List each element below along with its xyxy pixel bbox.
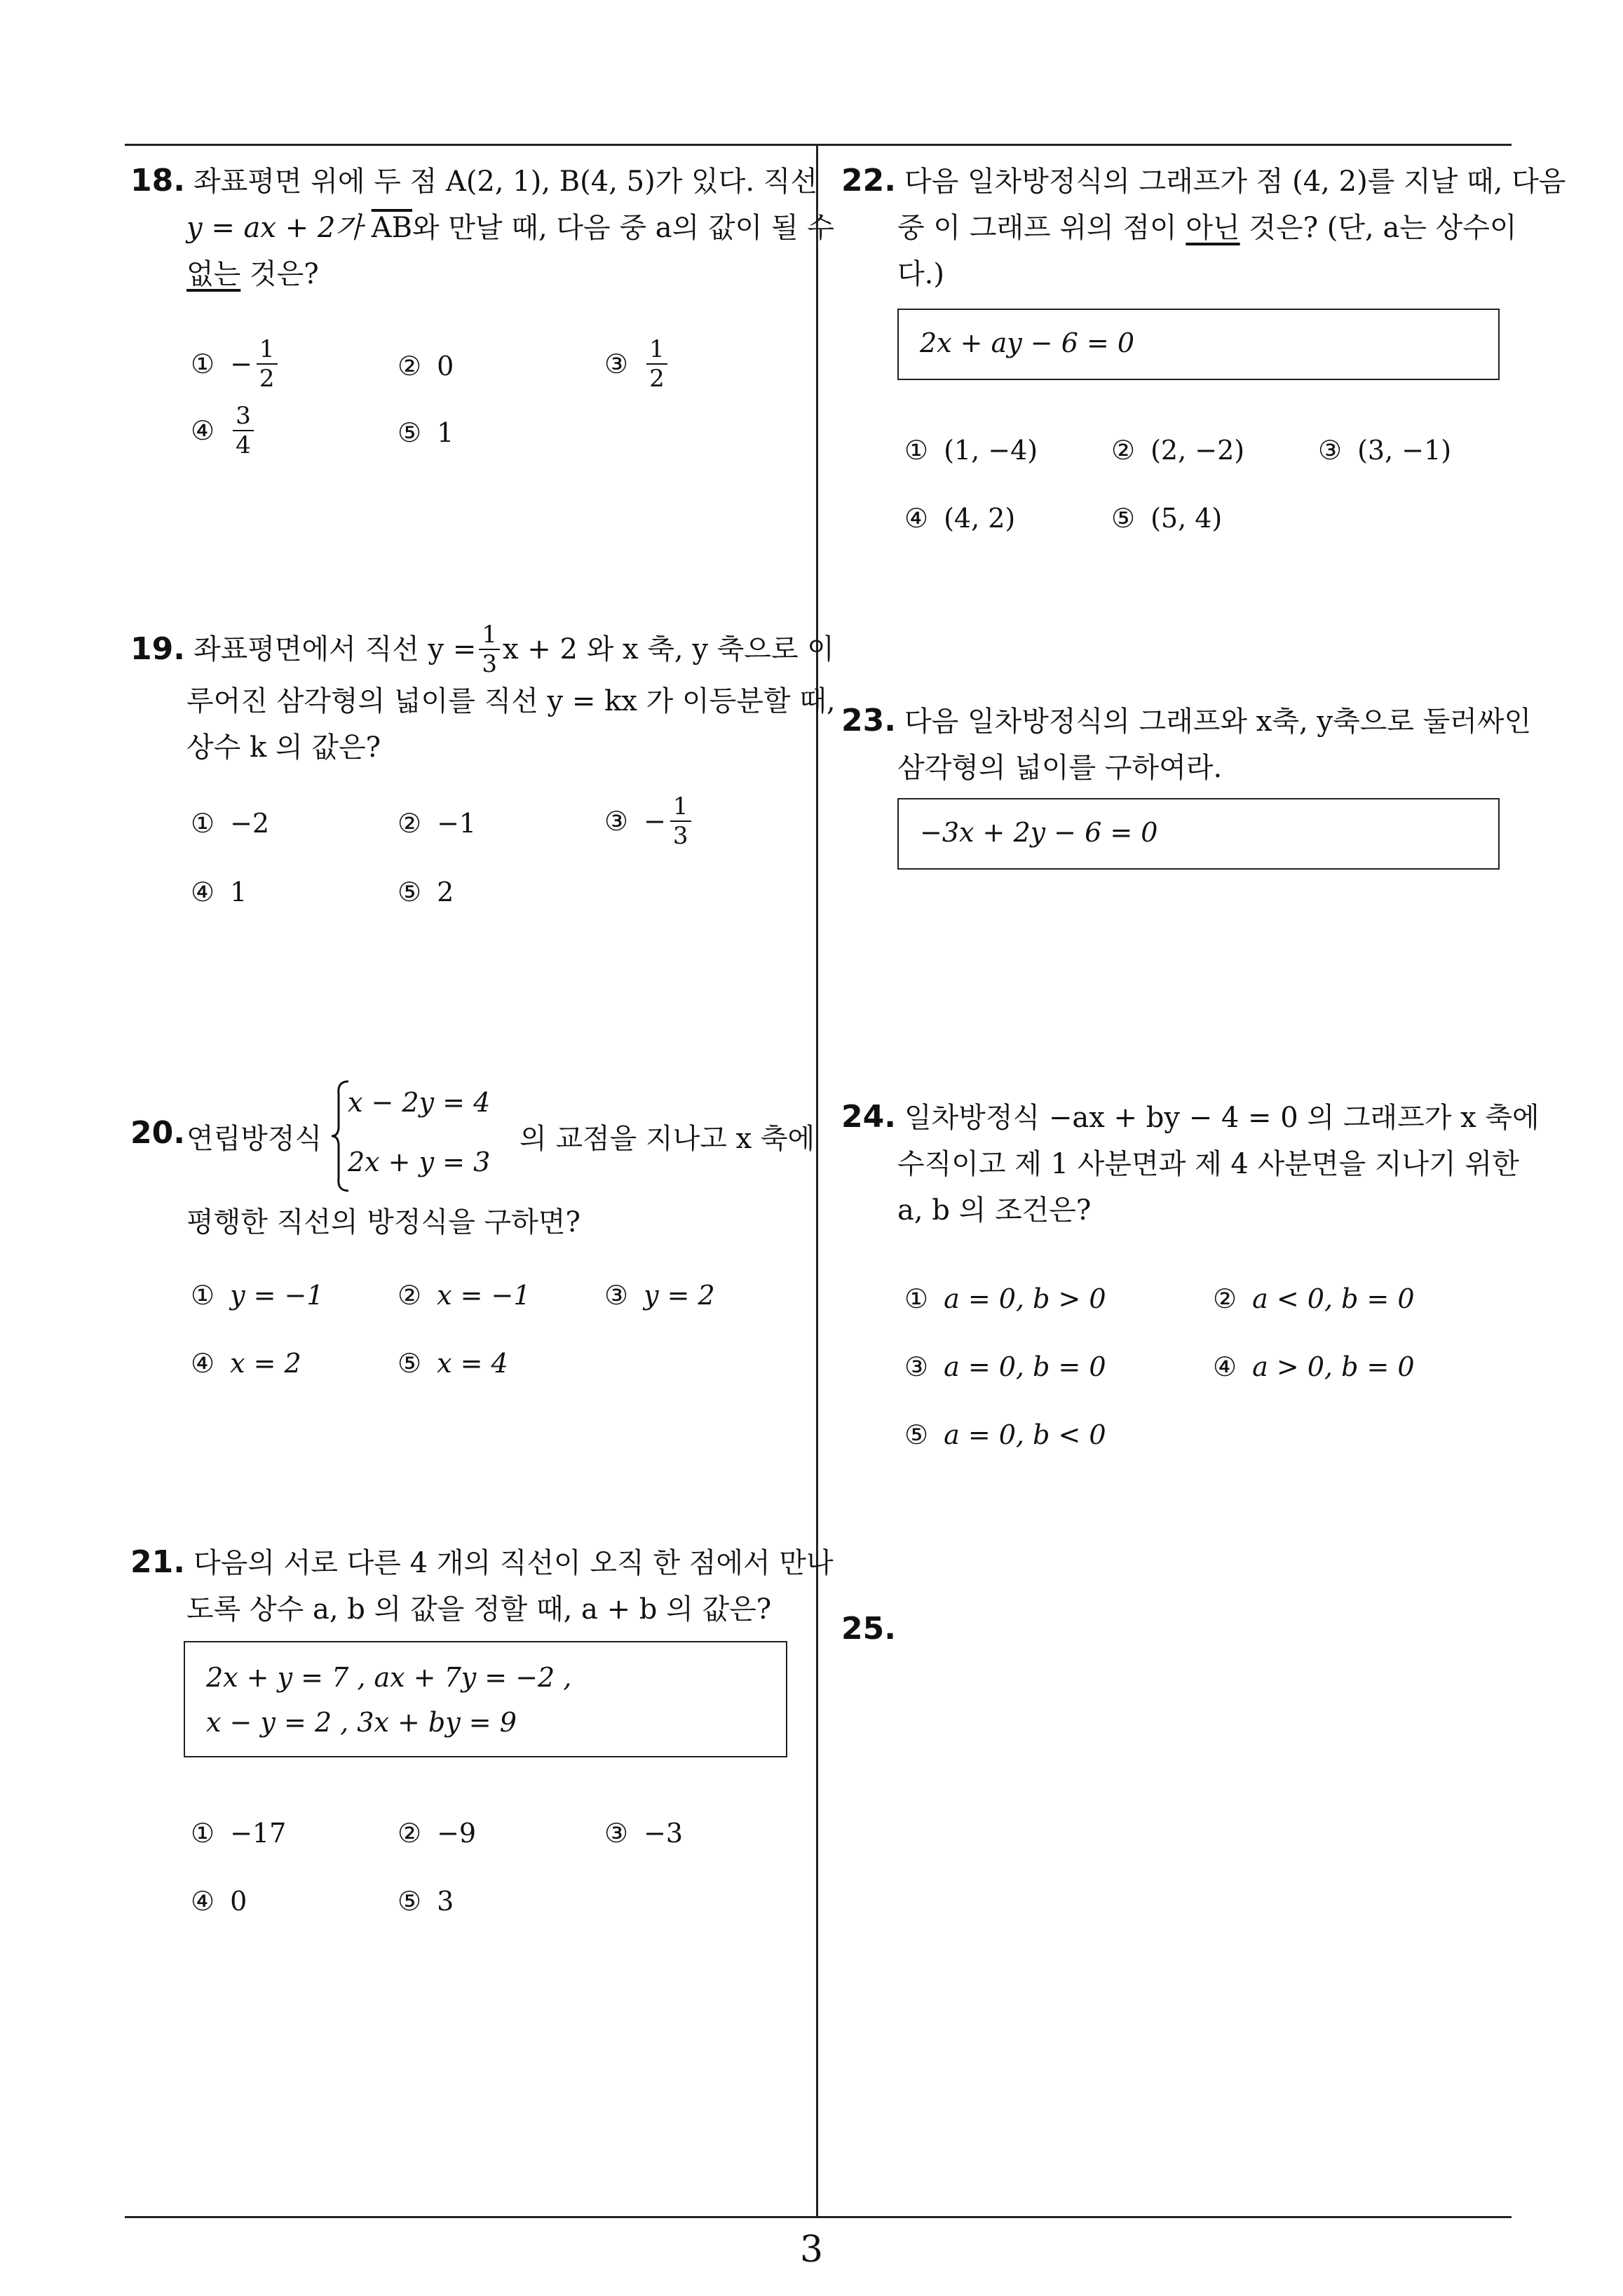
equation-box bbox=[897, 309, 1500, 380]
choice-4[interactable] bbox=[191, 1348, 301, 1379]
question-text: 다.) bbox=[897, 258, 944, 290]
question-text: 것은? (단, a는 상수이 bbox=[1240, 212, 1517, 244]
choice-5[interactable] bbox=[398, 1886, 454, 1917]
bottom-rule bbox=[125, 2216, 1512, 2218]
choice-4[interactable] bbox=[191, 1886, 247, 1917]
choice-text: a = 0, b > 0 bbox=[944, 1283, 1106, 1314]
choice-marker: ⑤ bbox=[398, 417, 422, 448]
question-number: 18. bbox=[130, 163, 185, 198]
question-text: 평행한 직선의 방정식을 구하면? bbox=[186, 1206, 580, 1238]
choice-marker: ④ bbox=[191, 1886, 215, 1917]
question-text: 도록 상수 a, b 의 값을 정할 때, a + b 의 값은? bbox=[186, 1593, 772, 1626]
choice-1[interactable] bbox=[191, 335, 280, 393]
system-equation-2: 2x + y = 3 bbox=[348, 1147, 491, 1177]
question-number: 20. bbox=[130, 1115, 185, 1151]
choice-marker: ① bbox=[191, 808, 215, 839]
choice-3[interactable] bbox=[1318, 435, 1451, 466]
question-number: 22. bbox=[841, 163, 896, 198]
choice-marker: ③ bbox=[604, 1818, 629, 1849]
choice-text: a < 0, b = 0 bbox=[1252, 1283, 1415, 1314]
question-text: 다음의 서로 다른 4 개의 직선이 오직 한 점에서 만나 bbox=[193, 1547, 834, 1579]
choice-marker: ① bbox=[191, 1818, 215, 1849]
equation-box bbox=[184, 1641, 787, 1757]
choice-marker: ④ bbox=[191, 877, 215, 907]
choice-text: (3, −1) bbox=[1357, 435, 1452, 466]
question-text: 것은? bbox=[240, 258, 319, 290]
numerator: 1 bbox=[479, 621, 500, 650]
choice-text: 1 bbox=[437, 417, 454, 448]
choice-text: −3 bbox=[644, 1818, 684, 1849]
choice-marker: ③ bbox=[604, 1280, 629, 1311]
choice-1[interactable] bbox=[904, 435, 1038, 466]
choice-marker: ② bbox=[1213, 1283, 1237, 1314]
question-text: 다음 일차방정식의 그래프와 x축, y축으로 둘러싸인 bbox=[904, 705, 1532, 738]
fraction bbox=[646, 335, 667, 393]
choice-marker: ⑤ bbox=[398, 1348, 422, 1379]
choice-5[interactable] bbox=[398, 417, 454, 448]
question-text: y = ax + 2가 bbox=[186, 212, 372, 244]
question-text: 좌표평면에서 직선 y = bbox=[193, 633, 477, 666]
denominator: 3 bbox=[672, 822, 688, 850]
choice-text: y = −1 bbox=[230, 1280, 324, 1311]
equation-box bbox=[897, 798, 1500, 870]
choice-4[interactable] bbox=[1213, 1351, 1415, 1382]
choice-4[interactable] bbox=[904, 503, 1015, 534]
choice-2[interactable] bbox=[398, 808, 476, 839]
choice-text: −1 bbox=[437, 808, 477, 839]
choice-marker: ④ bbox=[1213, 1351, 1237, 1382]
question-text: 일차방정식 −ax + by − 4 = 0 의 그래프가 x 축에 bbox=[904, 1102, 1540, 1134]
question-text: 중 이 그래프 위의 점이 bbox=[897, 212, 1186, 244]
choice-text: 1 bbox=[230, 877, 247, 907]
choice-3[interactable] bbox=[604, 792, 694, 850]
choice-marker: ① bbox=[191, 349, 215, 379]
choice-2[interactable] bbox=[1213, 1283, 1415, 1314]
denominator: 2 bbox=[259, 365, 275, 393]
question-text: 의 교점을 지나고 x 축에 bbox=[520, 1123, 815, 1155]
segment-ab: $\overline{AB}$ bbox=[371, 212, 412, 244]
box-equations-line: x − y = 2 , 3x + by = 9 bbox=[206, 1707, 517, 1738]
numerator: 3 bbox=[233, 402, 254, 431]
choice-1[interactable] bbox=[191, 808, 269, 839]
denominator: 3 bbox=[482, 650, 497, 678]
choice-marker: ⑤ bbox=[398, 1886, 422, 1917]
question-number: 25. bbox=[841, 1611, 896, 1647]
choice-marker: ③ bbox=[604, 349, 629, 379]
choice-text: x = 2 bbox=[230, 1348, 301, 1379]
question-text: 연립방정식 bbox=[186, 1123, 322, 1155]
minus-sign: − bbox=[644, 806, 666, 837]
question-text: 와 만날 때, 다음 중 a의 값이 될 수 bbox=[412, 212, 834, 244]
choice-marker: ① bbox=[904, 1283, 929, 1314]
choice-marker: ② bbox=[398, 351, 422, 381]
choice-text: (5, 4) bbox=[1150, 503, 1223, 534]
page-number: 3 bbox=[799, 2229, 824, 2271]
question-text: 좌표평면 위에 두 점 A(2, 1), B(4, 5)가 있다. 직선 bbox=[193, 166, 818, 198]
fraction bbox=[233, 402, 254, 459]
choice-text: −2 bbox=[230, 808, 270, 839]
question-number: 23. bbox=[841, 703, 896, 738]
minus-sign: − bbox=[230, 349, 252, 379]
choice-5[interactable] bbox=[398, 1348, 508, 1379]
numerator: 1 bbox=[670, 792, 691, 822]
choice-text: (1, −4) bbox=[944, 435, 1038, 466]
top-rule bbox=[125, 144, 1512, 146]
choice-marker: ⑤ bbox=[904, 1419, 929, 1450]
choice-3[interactable] bbox=[904, 1351, 1106, 1382]
question-number: 24. bbox=[841, 1099, 896, 1135]
choice-text: x = −1 bbox=[437, 1280, 531, 1311]
choice-text: y = 2 bbox=[644, 1280, 715, 1311]
choice-marker: ⑤ bbox=[398, 877, 422, 907]
question-text: 상수 k 의 값은? bbox=[186, 731, 381, 764]
box-equations-line: 2x + y = 7 , ax + 7y = −2 , bbox=[206, 1662, 572, 1693]
choice-marker: ② bbox=[398, 1280, 422, 1311]
fraction bbox=[479, 621, 500, 678]
choice-marker: ② bbox=[398, 1818, 422, 1849]
choice-3[interactable] bbox=[604, 335, 670, 393]
question-19 bbox=[130, 621, 836, 771]
choice-marker: ③ bbox=[604, 806, 629, 837]
choice-5[interactable] bbox=[904, 1419, 1106, 1450]
question-22 bbox=[841, 158, 1566, 297]
choice-marker: ① bbox=[191, 1280, 215, 1311]
question-text: 루어진 삼각형의 넓이를 직선 y = kx 가 이등분할 때, bbox=[186, 685, 836, 717]
question-20 bbox=[130, 1073, 815, 1245]
denominator: 2 bbox=[649, 365, 665, 393]
choice-marker: ④ bbox=[904, 503, 929, 534]
choice-marker: ③ bbox=[904, 1351, 929, 1382]
choice-text: (4, 2) bbox=[944, 503, 1016, 534]
choice-text: a > 0, b = 0 bbox=[1252, 1351, 1415, 1382]
choice-2[interactable] bbox=[398, 1280, 531, 1311]
choice-text: a = 0, b = 0 bbox=[944, 1351, 1106, 1382]
numerator: 1 bbox=[646, 335, 667, 365]
question-text: 수직이고 제 1 사분면과 제 4 사분면을 지나기 위한 bbox=[897, 1148, 1519, 1180]
choice-text: x = 4 bbox=[437, 1348, 508, 1379]
choice-1[interactable] bbox=[191, 1818, 286, 1849]
choice-4[interactable] bbox=[191, 877, 247, 907]
choice-1[interactable] bbox=[191, 1280, 324, 1311]
question-24 bbox=[841, 1094, 1540, 1234]
choice-5[interactable] bbox=[398, 877, 454, 907]
emphasis-underline: 아닌 bbox=[1186, 212, 1240, 244]
question-number: 19. bbox=[130, 631, 185, 667]
choice-marker: ① bbox=[904, 435, 929, 466]
question-text: a, b 의 조건은? bbox=[897, 1194, 1092, 1227]
emphasis-underline: 없는 bbox=[186, 258, 241, 290]
question-25 bbox=[841, 1606, 904, 1653]
choice-text: 0 bbox=[230, 1886, 247, 1917]
choice-3[interactable] bbox=[604, 1818, 683, 1849]
choice-1[interactable] bbox=[904, 1283, 1106, 1314]
question-23 bbox=[841, 698, 1531, 791]
choice-text: 3 bbox=[437, 1886, 454, 1917]
choice-text: −9 bbox=[437, 1818, 477, 1849]
choice-2[interactable] bbox=[398, 1818, 476, 1849]
choice-4[interactable] bbox=[191, 402, 257, 459]
question-text: 삼각형의 넓이를 구하여라. bbox=[897, 752, 1223, 784]
choice-text: 2 bbox=[437, 877, 454, 907]
choice-marker: ④ bbox=[191, 1348, 215, 1379]
choice-text: (2, −2) bbox=[1150, 435, 1245, 466]
question-text: 다음 일차방정식의 그래프가 점 (4, 2)를 지날 때, 다음 bbox=[904, 166, 1566, 198]
choice-2[interactable] bbox=[398, 351, 454, 381]
choice-marker: ⑤ bbox=[1111, 503, 1136, 534]
numerator: 1 bbox=[257, 335, 278, 365]
box-equation: −3x + 2y − 6 = 0 bbox=[920, 817, 1158, 848]
choice-2[interactable] bbox=[1111, 435, 1244, 466]
fraction bbox=[670, 792, 691, 850]
question-text: x + 2 와 x 축, y 축으로 이 bbox=[502, 633, 834, 666]
choice-marker: ② bbox=[398, 808, 422, 839]
choice-marker: ③ bbox=[1318, 435, 1343, 466]
choice-text: −17 bbox=[230, 1818, 287, 1849]
choice-text: 0 bbox=[437, 351, 454, 381]
system-equation-1: x − 2y = 4 bbox=[348, 1087, 491, 1118]
column-divider bbox=[816, 144, 818, 2218]
question-21 bbox=[130, 1539, 834, 1633]
choice-text: a = 0, b < 0 bbox=[944, 1419, 1106, 1450]
box-equation: 2x + ay − 6 = 0 bbox=[920, 327, 1135, 358]
question-18 bbox=[130, 158, 834, 297]
choice-3[interactable] bbox=[604, 1280, 715, 1311]
denominator: 4 bbox=[236, 431, 251, 459]
choice-marker: ④ bbox=[191, 415, 215, 446]
choice-marker: ② bbox=[1111, 435, 1136, 466]
fraction bbox=[257, 335, 278, 393]
choice-5[interactable] bbox=[1111, 503, 1222, 534]
question-number: 21. bbox=[130, 1544, 185, 1580]
